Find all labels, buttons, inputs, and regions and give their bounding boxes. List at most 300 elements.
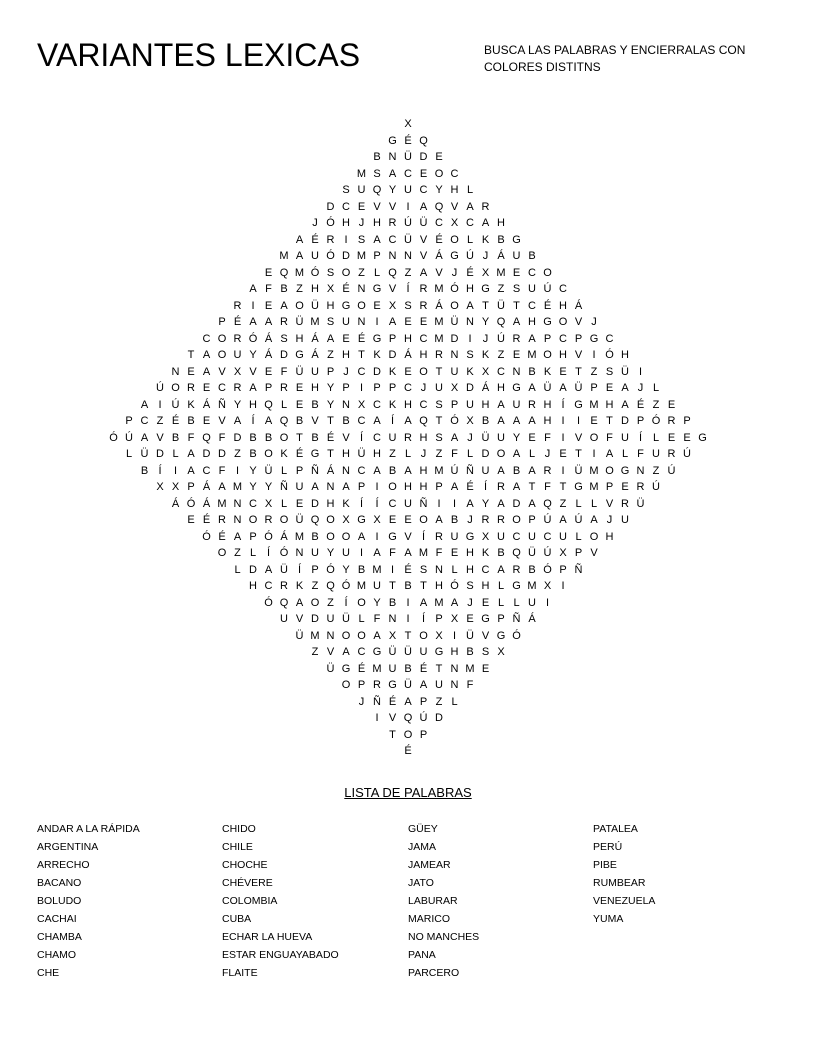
grid-letter: B: [388, 464, 397, 477]
grid-letter: Q: [326, 580, 335, 592]
grid-letter: U: [559, 530, 567, 543]
grid-letter: I: [592, 349, 596, 361]
grid-letter: T: [559, 481, 567, 493]
grid-letter: I: [173, 464, 178, 477]
word-list-item: JAMA: [408, 841, 437, 853]
grid-letter: Ú: [683, 448, 691, 460]
grid-letter: Ü: [419, 217, 428, 229]
grid-letter: D: [450, 332, 459, 345]
grid-letter: T: [513, 299, 520, 312]
grid-letter: E: [435, 151, 443, 163]
grid-letter: O: [248, 514, 258, 526]
word-column-4: [593, 820, 655, 928]
grid-letter: X: [264, 497, 273, 510]
grid-letter: Y: [249, 464, 257, 477]
grid-letter: H: [605, 530, 614, 543]
grid-letter: A: [202, 365, 211, 378]
grid-letter: R: [497, 514, 505, 526]
grid-row: [0, 578, 816, 595]
grid-letter: N: [326, 629, 335, 642]
grid-row: [0, 182, 816, 199]
grid-letter: T: [435, 415, 443, 427]
grid-letter: O: [310, 596, 320, 609]
grid-letter: T: [482, 299, 489, 312]
grid-letter: F: [389, 547, 396, 559]
grid-letter: R: [233, 332, 242, 345]
word-list-item: BACANO: [37, 877, 82, 889]
grid-letter: M: [434, 283, 444, 295]
grid-letter: Q: [512, 547, 521, 559]
grid-letter: F: [280, 365, 288, 378]
grid-letter: B: [481, 415, 490, 427]
grid-letter: Z: [652, 398, 660, 411]
grid-letter: E: [264, 266, 273, 279]
grid-row: [0, 413, 816, 430]
grid-letter: J: [544, 448, 551, 460]
grid-letter: Ñ: [419, 497, 428, 510]
grid-letter: H: [497, 217, 505, 229]
grid-letter: R: [419, 299, 428, 312]
grid-letter: A: [187, 464, 195, 477]
grid-letter: K: [388, 398, 397, 411]
grid-letter: O: [264, 448, 273, 460]
grid-letter: Ó: [264, 530, 273, 543]
grid-letter: O: [326, 514, 335, 526]
grid-letter: B: [311, 530, 319, 543]
grid-letter: K: [373, 349, 381, 361]
grid-letter: H: [419, 431, 428, 444]
grid-letter: A: [497, 415, 505, 427]
grid-letter: Y: [373, 596, 381, 609]
grid-letter: I: [251, 299, 255, 312]
grid-letter: N: [512, 365, 521, 378]
grid-letter: G: [357, 514, 366, 526]
grid-letter: S: [466, 349, 474, 361]
word-list-item: LABURAR: [408, 895, 458, 907]
grid-letter: E: [450, 547, 459, 559]
grid-letter: A: [264, 316, 273, 328]
grid-letter: M: [279, 250, 289, 262]
grid-letter: Ü: [528, 547, 536, 559]
grid-letter: L: [575, 530, 582, 543]
grid-letter: X: [233, 365, 242, 378]
grid-row: [0, 314, 816, 331]
grid-letter: Ñ: [218, 398, 226, 411]
grid-letter: Ó: [310, 266, 320, 279]
grid-letter: E: [357, 200, 366, 213]
grid-letter: Z: [652, 464, 660, 477]
grid-letter: S: [605, 365, 614, 378]
grid-letter: P: [218, 316, 226, 328]
grid-letter: S: [357, 233, 366, 246]
grid-letter: E: [559, 448, 567, 460]
grid-letter: B: [528, 250, 536, 262]
grid-letter: H: [311, 382, 319, 394]
grid-letter: B: [373, 151, 381, 163]
grid-letter: Í: [421, 613, 426, 625]
grid-letter: A: [388, 316, 397, 328]
grid-letter: L: [358, 613, 365, 625]
grid-letter: I: [452, 629, 457, 642]
grid-letter: H: [450, 646, 459, 658]
grid-letter: P: [249, 530, 257, 543]
grid-letter: V: [574, 349, 583, 361]
grid-letter: U: [497, 530, 505, 543]
grid-row: [0, 331, 816, 348]
grid-letter: E: [295, 398, 304, 411]
grid-letter: Y: [342, 563, 350, 576]
grid-row: [0, 463, 816, 480]
grid-letter: J: [467, 431, 473, 444]
grid-letter: Q: [434, 200, 444, 213]
grid-letter: V: [388, 283, 397, 295]
grid-letter: P: [311, 563, 319, 576]
grid-letter: P: [342, 382, 350, 394]
grid-letter: M: [294, 266, 305, 279]
grid-letter: L: [575, 497, 582, 510]
grid-letter: V: [388, 200, 397, 213]
grid-letter: N: [342, 464, 350, 477]
grid-letter: O: [171, 382, 180, 394]
grid-letter: A: [512, 316, 521, 328]
grid-letter: H: [326, 497, 335, 510]
grid-letter: Í: [561, 398, 565, 411]
grid-letter: E: [590, 415, 598, 427]
grid-letter: S: [373, 167, 381, 180]
grid-letter: T: [435, 365, 443, 378]
grid-letter: F: [265, 283, 272, 295]
grid-letter: Ü: [280, 563, 288, 576]
grid-letter: A: [559, 382, 567, 394]
grid-letter: F: [544, 431, 551, 444]
grid-letter: P: [497, 613, 505, 625]
grid-letter: K: [481, 547, 490, 559]
grid-letter: É: [171, 415, 180, 427]
grid-letter: X: [171, 481, 180, 493]
grid-letter: G: [481, 283, 490, 295]
grid-letter: Ú: [419, 712, 428, 724]
grid-row: [0, 298, 816, 315]
grid-letter: Á: [481, 382, 490, 394]
grid-letter: R: [512, 563, 521, 576]
grid-letter: P: [435, 481, 443, 493]
grid-letter: R: [667, 448, 676, 460]
grid-letter: A: [342, 481, 350, 493]
grid-letter: Ü: [342, 613, 350, 625]
grid-letter: A: [140, 431, 149, 444]
grid-letter: B: [357, 563, 366, 576]
grid-letter: B: [311, 431, 319, 444]
grid-letter: N: [295, 547, 304, 559]
grid-letter: E: [187, 514, 195, 526]
grid-letter: K: [187, 398, 195, 411]
grid-letter: H: [435, 580, 443, 592]
grid-row: [0, 166, 816, 183]
grid-letter: D: [512, 497, 521, 510]
grid-letter: A: [140, 398, 149, 411]
grid-letter: A: [590, 514, 598, 526]
grid-letter: T: [606, 415, 613, 427]
grid-letter: X: [450, 382, 459, 394]
grid-letter: R: [264, 514, 273, 526]
grid-letter: X: [450, 613, 459, 625]
grid-letter: A: [605, 448, 614, 460]
grid-letter: C: [202, 464, 211, 477]
grid-letter: L: [528, 448, 536, 460]
grid-letter: V: [605, 497, 614, 510]
grid-letter: A: [419, 596, 428, 609]
grid-row: [0, 727, 816, 744]
grid-row: [0, 545, 816, 562]
grid-letter: R: [280, 382, 288, 394]
grid-letter: A: [249, 382, 257, 394]
grid-letter: C: [249, 497, 257, 510]
grid-letter: Ú: [497, 332, 505, 345]
grid-letter: Y: [326, 547, 335, 559]
grid-letter: Ü: [497, 299, 505, 312]
grid-letter: Ú: [543, 547, 552, 559]
word-list-item: ARGENTINA: [37, 841, 99, 853]
grid-letter: H: [497, 382, 505, 394]
grid-letter: B: [512, 464, 521, 477]
grid-letter: R: [419, 283, 428, 295]
grid-letter: Ñ: [512, 613, 521, 625]
grid-letter: A: [497, 398, 505, 411]
grid-letter: Z: [311, 646, 319, 658]
grid-letter: B: [497, 233, 505, 246]
grid-letter: M: [310, 629, 320, 642]
grid-letter: E: [404, 316, 412, 328]
grid-letter: X: [481, 530, 490, 543]
grid-letter: D: [373, 365, 381, 378]
grid-letter: G: [496, 629, 506, 642]
grid-letter: Í: [359, 431, 364, 444]
grid-letter: M: [589, 398, 599, 411]
grid-letter: G: [512, 580, 521, 592]
grid-letter: L: [172, 448, 179, 460]
grid-letter: S: [466, 580, 474, 592]
grid-letter: U: [388, 662, 397, 675]
grid-letter: E: [295, 382, 304, 394]
grid-letter: E: [512, 349, 521, 361]
grid-letter: M: [310, 316, 320, 328]
grid-letter: D: [342, 250, 350, 262]
grid-letter: P: [326, 365, 335, 378]
grid-letter: C: [419, 184, 428, 196]
grid-row: [0, 512, 816, 529]
grid-letter: P: [295, 464, 304, 477]
word-list-item: ANDAR A LA RÁPIDA: [37, 823, 140, 835]
grid-letter: E: [404, 365, 412, 378]
grid-letter: E: [605, 382, 614, 394]
grid-letter: I: [375, 712, 379, 724]
grid-letter: P: [264, 382, 273, 394]
word-list-item: MARICO: [408, 913, 450, 925]
grid-letter: É: [404, 134, 412, 147]
grid-letter: B: [404, 662, 412, 675]
grid-letter: A: [373, 415, 381, 427]
grid-letter: L: [280, 398, 288, 411]
grid-letter: M: [372, 563, 382, 576]
grid-letter: R: [435, 530, 443, 543]
grid-letter: L: [404, 448, 412, 460]
grid-letter: I: [592, 448, 596, 460]
grid-letter: T: [389, 580, 396, 592]
grid-row: [0, 430, 816, 447]
word-list-item: FLAITE: [222, 967, 258, 979]
grid-letter: Y: [435, 184, 443, 196]
grid-letter: R: [388, 217, 397, 229]
grid-letter: E: [264, 365, 273, 378]
grid-letter: L: [466, 448, 474, 460]
grid-letter: O: [217, 349, 227, 361]
grid-letter: Q: [279, 596, 289, 609]
grid-letter: P: [357, 679, 366, 691]
grid-letter: A: [512, 415, 521, 427]
grid-letter: H: [605, 398, 614, 411]
grid-letter: U: [295, 481, 304, 493]
grid-letter: D: [280, 349, 288, 361]
grid-row: [0, 364, 816, 381]
grid-letter: É: [218, 530, 226, 543]
grid-letter: O: [543, 349, 552, 361]
grid-letter: P: [435, 613, 443, 625]
grid-letter: U: [450, 365, 459, 378]
grid-letter: H: [249, 398, 257, 411]
grid-letter: Q: [279, 415, 289, 427]
grid-letter: J: [343, 365, 349, 378]
grid-letter: Z: [156, 415, 164, 427]
grid-letter: É: [404, 745, 412, 757]
grid-letter: X: [481, 365, 490, 378]
grid-row: [0, 380, 816, 397]
grid-letter: A: [373, 464, 381, 477]
grid-letter: A: [202, 349, 211, 361]
grid-letter: J: [482, 250, 489, 262]
grid-letter: G: [512, 382, 521, 394]
grid-letter: A: [481, 217, 490, 229]
grid-letter: A: [295, 233, 304, 246]
grid-letter: Á: [202, 398, 211, 411]
grid-letter: G: [698, 431, 707, 444]
grid-letter: H: [342, 217, 350, 229]
grid-letter: S: [481, 646, 490, 658]
grid-letter: U: [512, 398, 521, 411]
grid-letter: B: [528, 563, 536, 576]
grid-letter: Ú: [156, 382, 164, 394]
grid-letter: U: [311, 250, 319, 262]
grid-letter: E: [512, 266, 521, 279]
word-list-item: NO MANCHES: [408, 931, 480, 943]
grid-letter: O: [558, 316, 568, 328]
grid-letter: F: [606, 431, 613, 444]
grid-letter: E: [419, 316, 428, 328]
grid-letter: U: [621, 514, 629, 526]
grid-letter: G: [574, 481, 583, 493]
grid-letter: B: [311, 398, 319, 411]
grid-row: [0, 644, 816, 661]
grid-letter: I: [359, 547, 364, 559]
grid-letter: M: [527, 349, 537, 361]
grid-letter: O: [450, 299, 459, 312]
grid-letter: Ü: [295, 365, 304, 378]
grid-letter: Ó: [326, 217, 335, 229]
grid-letter: H: [404, 481, 412, 493]
grid-letter: U: [404, 497, 412, 510]
grid-letter: C: [450, 167, 459, 180]
grid-letter: N: [466, 316, 474, 328]
grid-letter: L: [373, 266, 381, 279]
grid-letter: É: [357, 662, 366, 675]
grid-letter: D: [249, 563, 257, 576]
grid-letter: M: [372, 662, 382, 675]
grid-letter: C: [559, 332, 567, 345]
grid-letter: C: [264, 580, 273, 592]
word-list-item: ARRECHO: [37, 859, 90, 871]
grid-letter: H: [249, 580, 257, 592]
grid-letter: A: [280, 299, 288, 312]
grid-letter: N: [435, 563, 443, 576]
word-list-title: [0, 784, 816, 802]
grid-letter: Ó: [326, 250, 335, 262]
grid-letter: Ó: [248, 332, 258, 345]
grid-letter: C: [140, 415, 149, 427]
grid-letter: Á: [326, 464, 335, 477]
grid-letter: V: [373, 200, 381, 213]
grid-letter: Ñ: [311, 464, 319, 477]
grid-letter: N: [357, 316, 366, 328]
grid-letter: É: [466, 266, 474, 279]
grid-letter: X: [435, 629, 443, 642]
grid-letter: T: [575, 448, 582, 460]
grid-letter: I: [561, 415, 565, 427]
grid-letter: H: [404, 332, 412, 345]
grid-letter: I: [406, 200, 410, 213]
grid-letter: Z: [358, 266, 365, 279]
grid-letter: C: [605, 332, 614, 345]
grid-letter: Ñ: [466, 464, 474, 477]
word-list-item: PERÚ: [593, 841, 623, 853]
grid-letter: D: [218, 448, 226, 460]
grid-letter: Ü: [326, 662, 335, 675]
grid-letter: H: [621, 349, 629, 361]
grid-letter: H: [295, 332, 304, 345]
grid-row: [0, 628, 816, 645]
grid-letter: Ü: [466, 629, 474, 642]
grid-letter: I: [437, 497, 441, 510]
grid-letter: T: [575, 365, 582, 378]
grid-letter: P: [357, 481, 366, 493]
grid-letter: G: [574, 398, 583, 411]
grid-letter: U: [528, 596, 536, 609]
grid-letter: O: [543, 266, 552, 279]
grid-letter: G: [372, 283, 382, 295]
grid-letter: Y: [326, 382, 335, 394]
word-list-item: CHOCHE: [222, 859, 268, 871]
grid-letter: F: [637, 448, 644, 460]
word-list-item: CHAMO: [37, 949, 77, 961]
grid-letter: A: [559, 514, 567, 526]
grid-letter: C: [404, 167, 412, 180]
grid-letter: O: [341, 629, 351, 642]
grid-letter: Ü: [574, 464, 583, 477]
grid-letter: R: [373, 679, 381, 691]
grid-letter: G: [388, 134, 397, 147]
grid-letter: Ñ: [574, 563, 583, 576]
grid-letter: Z: [327, 596, 334, 609]
grid-letter: L: [280, 464, 288, 477]
word-list-item: RUMBEAR: [593, 877, 646, 889]
